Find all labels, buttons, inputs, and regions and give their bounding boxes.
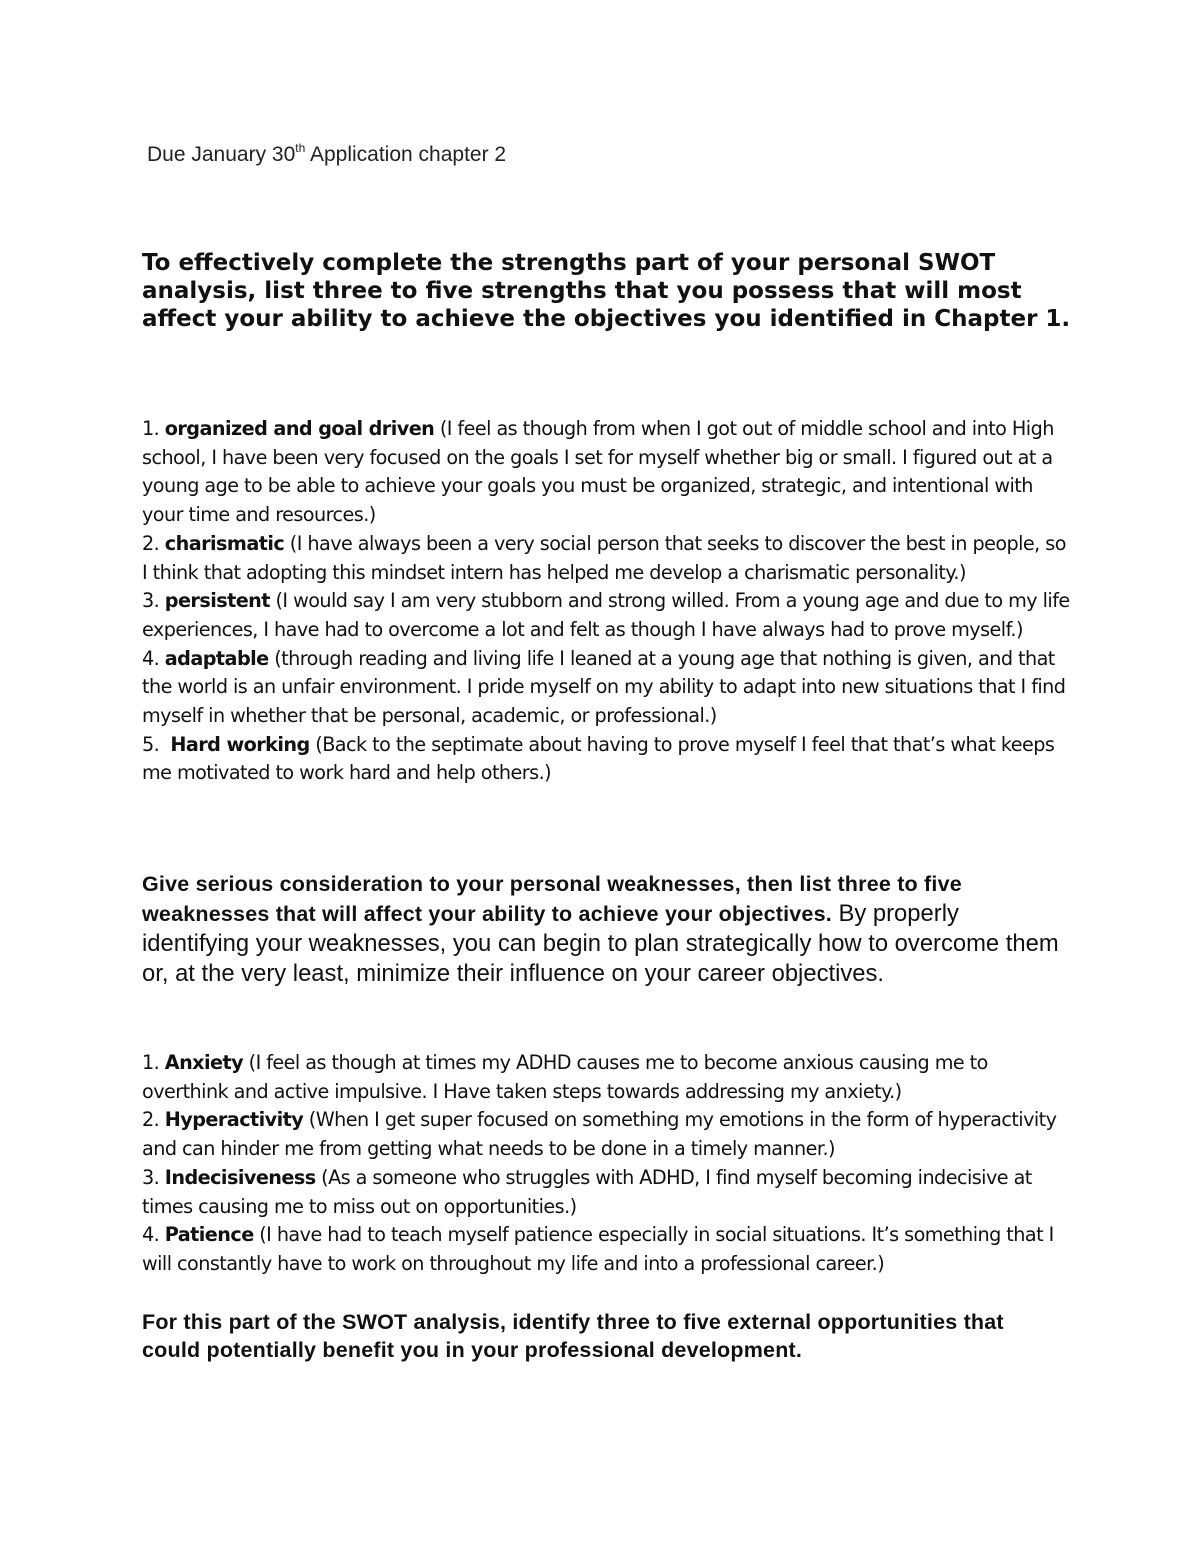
item-text: (I feel as though from when I got out of middle school and into High school, I have been very focused on the goals I set for myself whether big or small. I figured out at a young age to be able to achieve your goals you must be organized, strategic, and intentional with your time and resources.) xyxy=(142,417,1054,527)
list-item xyxy=(142,1049,1072,1106)
list-item xyxy=(142,587,1072,644)
item-term: Anxiety xyxy=(164,1051,244,1074)
item-term: charismatic xyxy=(164,531,285,555)
item-number: 1. xyxy=(142,1051,165,1074)
item-term: adaptable xyxy=(164,646,269,670)
item-text: (Back to the septimate about having to prove myself I feel that that’s what keeps me motivated to work hard and help others.) xyxy=(142,732,1055,785)
item-term: Hyperactivity xyxy=(164,1108,304,1132)
weaknesses-prompt-detail: By properly identifying your weaknesses, you can begin to plan strategically how to overcome them or, at the very least, minimize their influence on your career objectives. xyxy=(142,900,1059,987)
item-term: Patience xyxy=(164,1223,254,1247)
item-number: 2. xyxy=(142,1108,165,1132)
ordinal-suffix: th xyxy=(295,141,306,155)
opportunities-prompt: For this part of the SWOT analysis, identify three to five external opportunities that could potentially benefit you in your professional development. xyxy=(142,1310,1004,1362)
item-text: (I would say I am very stubborn and strong willed. From a young age and due to my life experiences, I have had to overcome a lot and felt as though I have always had to prove myself.) xyxy=(142,589,1070,641)
item-text: (I have always been a very social person that seeks to discover the best in people, so I think that adopting this mindset intern has helped me develop a charismatic personality.) xyxy=(142,531,1066,584)
list-item xyxy=(142,645,1072,731)
item-number: 1. xyxy=(142,417,165,440)
item-text: (When I get super focused on something my emotions in the form of hyperactivity and can hinder me from getting what needs to be done in a timely manner.) xyxy=(142,1108,1057,1161)
list-item xyxy=(142,530,1072,587)
item-text: (As a someone who struggles with ADHD, I find myself becoming indecisive at times causing me to miss out on opportunities.) xyxy=(142,1165,1032,1218)
list-item xyxy=(142,415,1072,530)
list-item xyxy=(142,1164,1072,1221)
item-number: 4. xyxy=(142,1223,165,1247)
weaknesses-list xyxy=(142,1049,1072,1279)
chapter-label: Application chapter 2 xyxy=(305,143,507,166)
item-number: 5. xyxy=(142,732,171,756)
item-term: persistent xyxy=(164,589,270,613)
list-item xyxy=(142,731,1072,788)
item-term: Indecisiveness xyxy=(164,1165,316,1189)
weaknesses-prompt-lead: Give serious consideration to your personal weaknesses, then list three to five weaknesses that will affect your ability to achieve your objectives. xyxy=(142,872,962,926)
item-text: (through reading and living life I leaned at a young age that nothing is given, and that the world is an unfair environment. I pride myself on my ability to adapt into new situations that I find myself in whether that be personal, academic, or professional.) xyxy=(142,646,1066,728)
assignment-header xyxy=(147,143,506,167)
item-number: 3. xyxy=(142,589,165,613)
weaknesses-prompt xyxy=(142,869,1062,989)
item-number: 2. xyxy=(142,531,165,555)
list-item xyxy=(142,1221,1072,1278)
strengths-list xyxy=(142,415,1072,788)
item-text: (I feel as though at times my ADHD causes me to become anxious causing me to overthink and active impulsive. I Have taken steps towards addressing my anxiety.) xyxy=(142,1051,988,1103)
strengths-prompt: To effectively complete the strengths part of your personal SWOT analysis, list three to five strengths that you possess that will most affect your ability to achieve the objectives you identified in Chapter 1. xyxy=(142,250,1071,332)
due-date-label: Due January 30 xyxy=(147,143,296,166)
item-number: 4. xyxy=(142,646,165,670)
item-term: Hard working xyxy=(170,732,310,756)
list-item xyxy=(142,1106,1072,1163)
item-text: (I have had to teach myself patience especially in social situations. It’s something that I will constantly have to work on throughout my life and into a professional career.) xyxy=(142,1223,1054,1275)
item-term: organized and goal driven xyxy=(164,417,435,440)
item-number: 3. xyxy=(142,1165,165,1189)
